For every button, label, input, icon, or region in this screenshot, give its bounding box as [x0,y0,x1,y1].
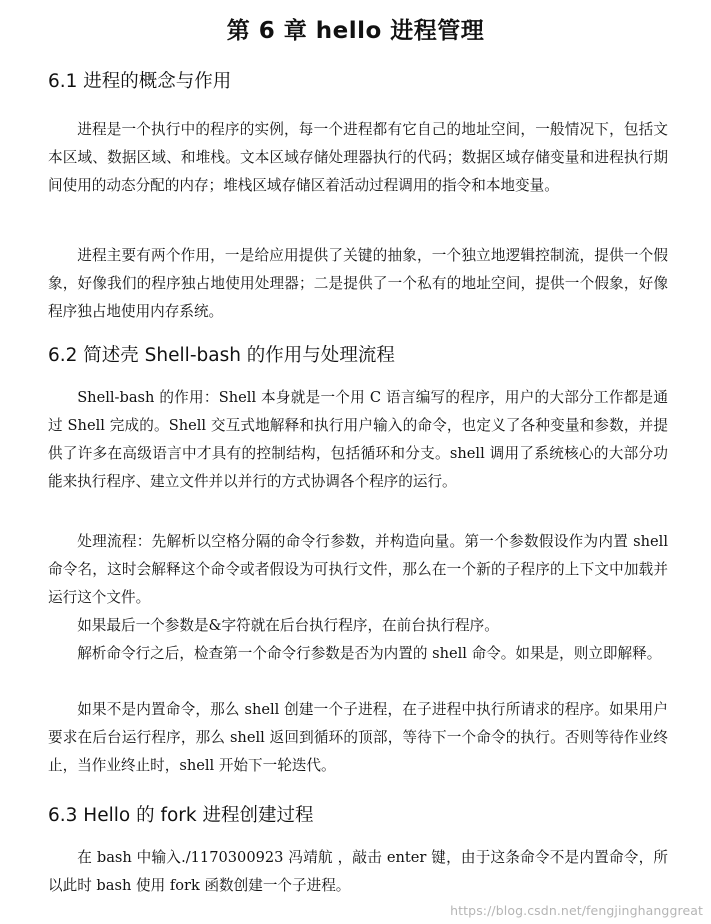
watermark-url: https://blog.csdn.net/fengjinghanggreat [450,903,703,918]
section-heading-6-3: 6.3 Hello 的 fork 进程创建过程 [48,805,314,826]
paragraph-builtin-check: 解析命令行之后，检查第一个命令行参数是否为内置的 shell 命令。如果是，则立即解释。 [77,645,662,662]
paragraph-shell-role: Shell-bash 的作用：Shell 本身就是一个用 C 语言编写的程序，用户的大部分工作都是通过 Shell 完成的。Shell 交互式地解释和执行用户输入的命令，也定义了各种变量和参数，并提供了许多在高级语言中才具有的控制结构，包括循环和分支。shell 调用了系统核心的大部分功能来执行程序、建立文件并以并行的方式协调各个程序的运行。 [48,389,668,490]
paragraph-child-process: 如果不是内置命令，那么 shell 创建一个子进程，在子进程中执行所请求的程序。如果用户要求在后台运行程序，那么 shell 返回到循环的顶部，等待下一个命令的执行。否则等待作业终止，当作业终止时，shell 开始下一轮迭代。 [48,701,668,774]
section-heading-6-2: 6.2 简述壳 Shell-bash 的作用与处理流程 [48,345,395,366]
section-heading-6-1: 6.1 进程的概念与作用 [48,71,232,92]
paragraph-processing-flow: 处理流程：先解析以空格分隔的命令行参数，并构造向量。第一个参数假设作为内置 shell 命令名，这时会解释这个命令或者假设为可执行文件，那么在一个新的子程序的上下文中加载并运行这个文件。 [48,533,668,606]
paragraph-fork-creation: 在 bash 中输入./1170300923 冯靖航 ，敲击 enter 键，由于这条命令不是内置命令，所以此时 bash 使用 fork 函数创建一个子进程。 [48,849,668,894]
paragraph-process-definition: 进程是一个执行中的程序的实例，每一个进程都有它自己的地址空间，一般情况下，包括文本区域、数据区域、和堆栈。文本区域存储处理器执行的代码；数据区域存储变量和进程执行期间使用的动态分配的内存；堆栈区域存储区着活动过程调用的指令和本地变量。 [48,121,668,194]
paragraph-process-roles: 进程主要有两个作用，一是给应用提供了关键的抽象，一个独立地逻辑控制流，提供一个假象，好像我们的程序独占地使用处理器；二是提供了一个私有的地址空间，提供一个假象，好像程序独占地使用内存系统。 [48,247,668,320]
paragraph-background-ampersand: 如果最后一个参数是&字符就在后台执行程序，在前台执行程序。 [77,617,499,634]
chapter-title: 第 6 章 hello 进程管理 [226,18,485,44]
